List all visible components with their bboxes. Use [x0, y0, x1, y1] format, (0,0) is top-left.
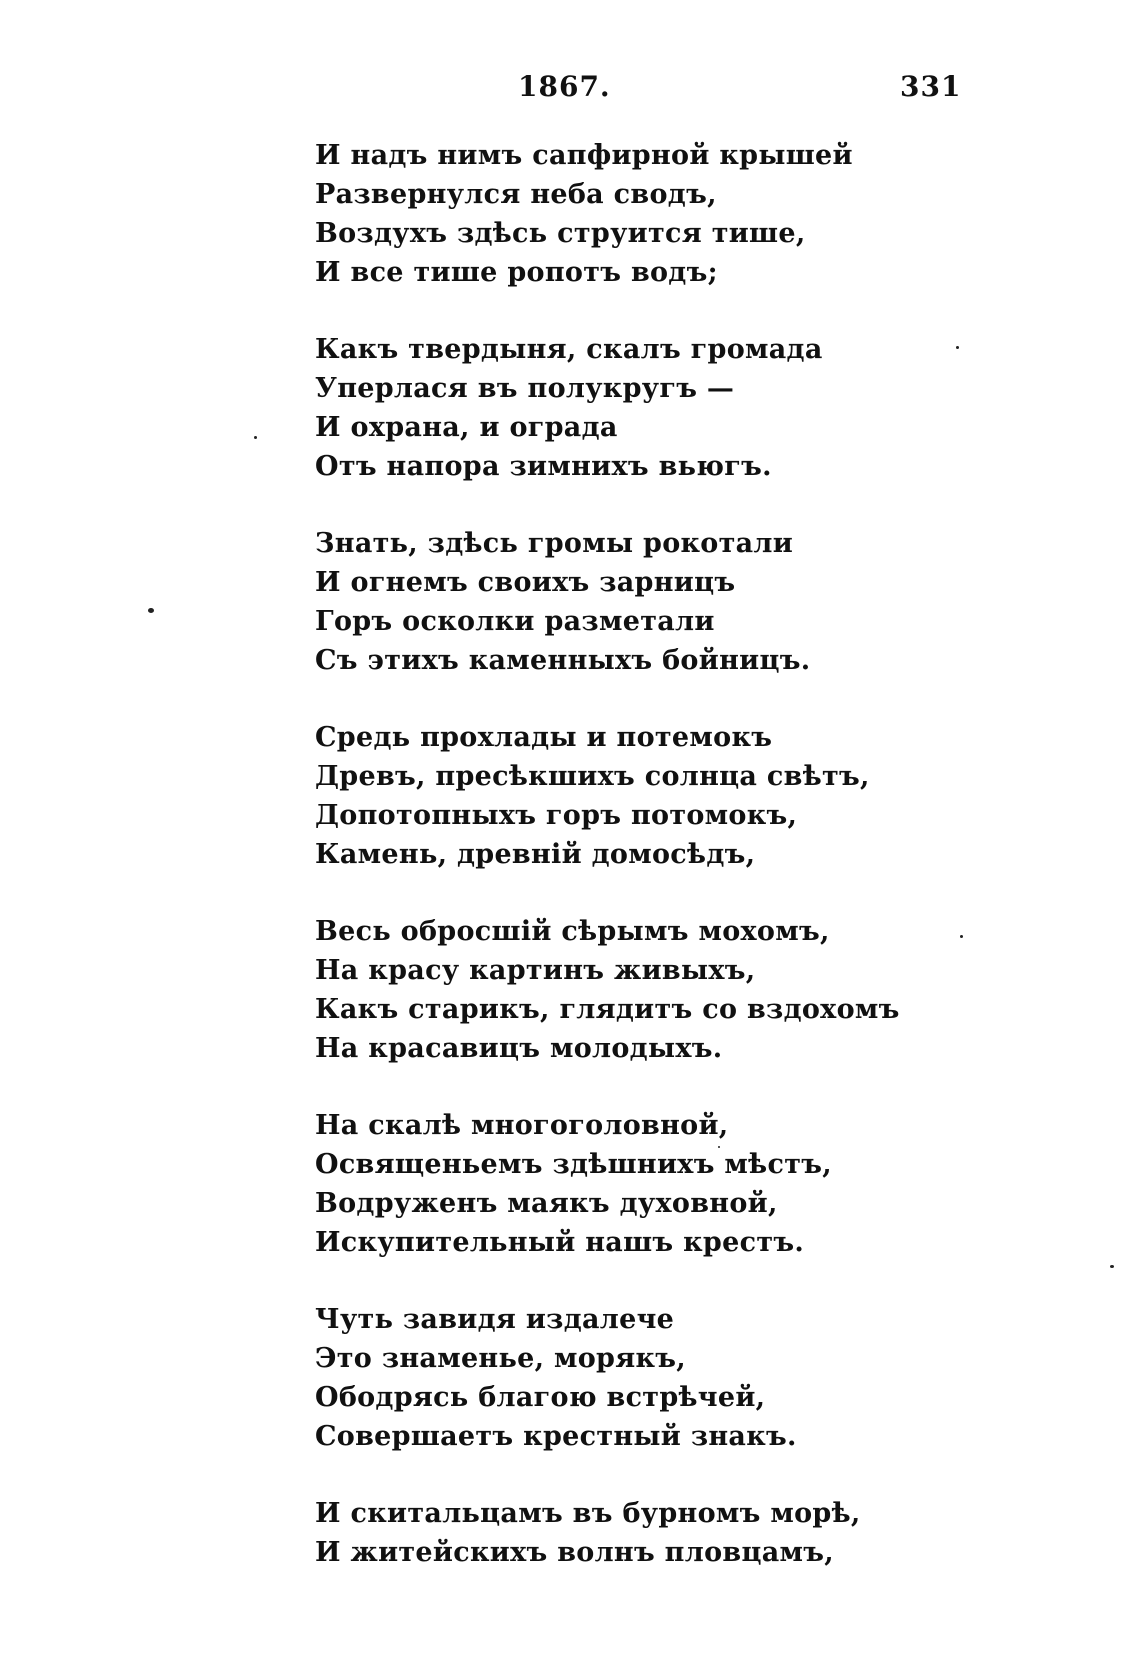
verse-line: Освященьемъ здѣшнихъ мѣстъ,: [315, 1149, 832, 1180]
verse-line: И житейскихъ волнъ пловцамъ,: [315, 1537, 834, 1568]
stanza: [315, 718, 1075, 874]
scan-speck: [1110, 1265, 1114, 1268]
verse-line: Какъ твердыня, скалъ громада: [315, 334, 823, 365]
stanza: [315, 1300, 1075, 1456]
scan-speck: [718, 1146, 720, 1148]
verse-line: Средь прохлады и потемокъ: [315, 722, 773, 753]
page-number: 331: [900, 70, 962, 103]
verse-line: Воздухъ здѣсь струится тише,: [315, 218, 806, 249]
verse-line: Камень, древній домосѣдъ,: [315, 839, 756, 870]
verse-line: Это знаменье, морякъ,: [315, 1343, 686, 1374]
verse-line: Развернулся неба сводъ,: [315, 179, 717, 210]
poem-body: [315, 136, 1075, 1610]
verse-line: Знать, здѣсь громы рокотали: [315, 528, 794, 559]
scan-speck: [254, 436, 257, 439]
verse-line: Весь обросшій сѣрымъ мохомъ,: [315, 916, 830, 947]
verse-line: И все тише ропотъ водъ;: [315, 257, 718, 288]
verse-line: Какъ старикъ, глядитъ со вздохомъ: [315, 994, 900, 1025]
verse-line: Чуть завидя издалече: [315, 1304, 675, 1335]
verse-line: На скалѣ многоголовной,: [315, 1110, 729, 1141]
verse-line: И огнемъ своихъ зарницъ: [315, 567, 736, 598]
stanza: [315, 1106, 1075, 1262]
running-head: [0, 70, 1140, 110]
verse-line: Ободрясь благою встрѣчей,: [315, 1382, 766, 1413]
scan-speck: [960, 935, 963, 938]
verse-line: Отъ напора зимнихъ вьюгъ.: [315, 451, 772, 482]
verse-line: Уперлася въ полукругъ —: [315, 373, 735, 404]
scan-speck: [148, 608, 154, 613]
verse-line: Искупительный нашъ крестъ.: [315, 1227, 805, 1258]
verse-line: Съ этихъ каменныхъ бойницъ.: [315, 645, 811, 676]
verse-line: Горъ осколки разметали: [315, 606, 715, 637]
verse-line: Совершаетъ крестный знакъ.: [315, 1421, 797, 1452]
stanza: [315, 524, 1075, 680]
verse-line: И охрана, и ограда: [315, 412, 618, 443]
verse-line: Допотопныхъ горъ потомокъ,: [315, 800, 798, 831]
stanza: [315, 330, 1075, 486]
scan-speck: [956, 346, 959, 349]
verse-line: На красу картинъ живыхъ,: [315, 955, 756, 986]
verse-line: Водруженъ маякъ духовной,: [315, 1188, 778, 1219]
verse-line: И скитальцамъ въ бурномъ морѣ,: [315, 1498, 861, 1529]
verse-line: На красавицъ молодыхъ.: [315, 1033, 723, 1064]
stanza: [315, 136, 1075, 292]
stanza: [315, 1494, 1075, 1572]
running-head-year: 1867.: [518, 70, 611, 103]
verse-line: И надъ нимъ сапфирной крышей: [315, 140, 853, 171]
verse-line: Древъ, пресѣкшихъ солнца свѣтъ,: [315, 761, 870, 792]
